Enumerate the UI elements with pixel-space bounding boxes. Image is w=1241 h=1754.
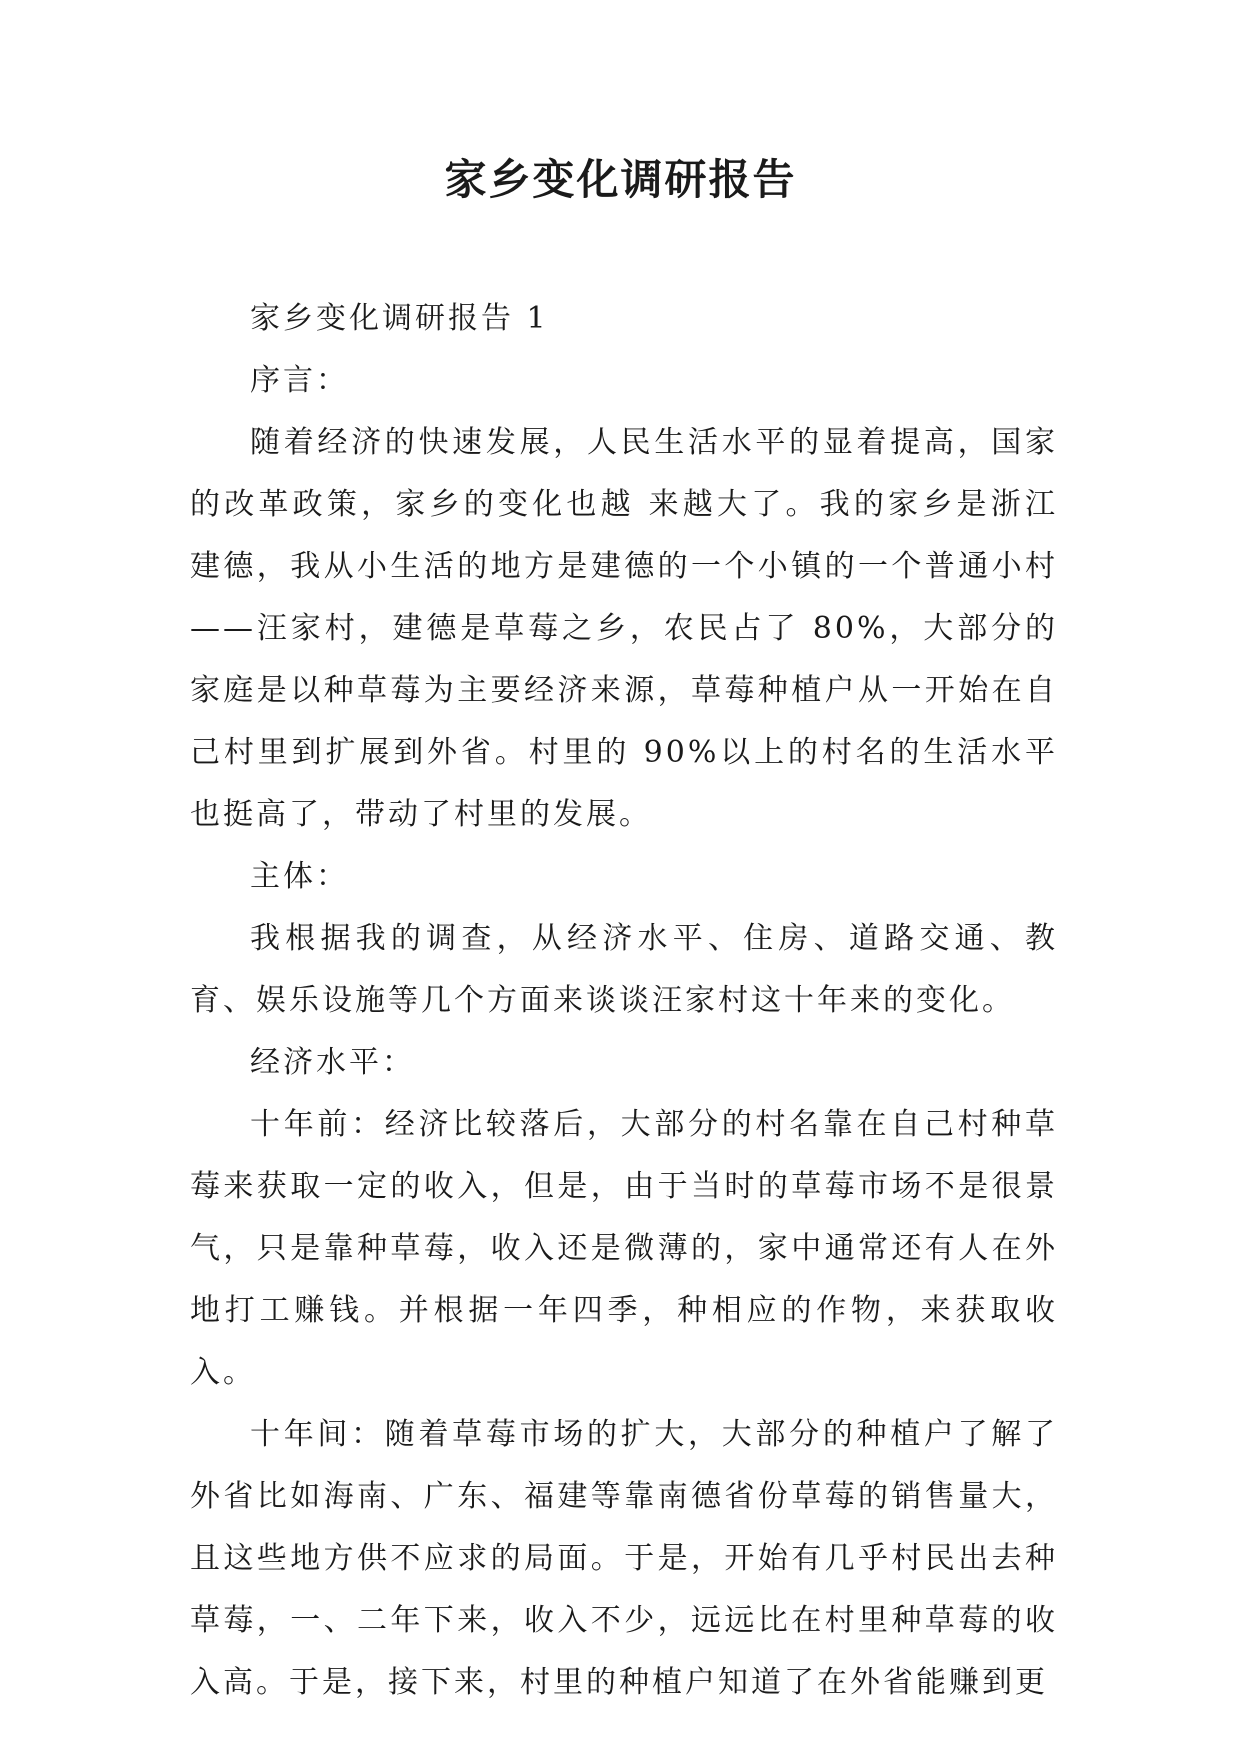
paragraph-main-intro: 我根据我的调查，从经济水平、住房、道路交通、教育、娱乐设施等几个方面来谈谈汪家村这十年来的变化。 xyxy=(190,921,1058,1018)
section-heading-economy: 经济水平： xyxy=(250,1045,415,1080)
section-heading-main: 主体： xyxy=(250,859,349,894)
section-heading-preface: 序言： xyxy=(250,363,349,398)
paragraph-ten-years-ago: 十年前：经济比较落后，大部分的村名靠在自己村种草莓来获取一定的收入，但是，由于当时的草莓市场不是很景气，只是靠种草莓，收入还是微薄的，家中通常还有人在外地打工赚钱。并根据一年四季，种相应的作物，来获取收入。 xyxy=(190,1107,1058,1390)
document-body xyxy=(190,288,1058,1714)
paragraph-ten-years-during: 十年间：随着草莓市场的扩大，大部分的种植户了解了外省比如海南、广东、福建等靠南德省份草莓的销售量大，且这些地方供不应求的局面。于是，开始有几乎村民出去种草莓，一、二年下来，收入不少，远远比在村里种草莓的收入高。于是，接下来，村里的种植户知道了在外省能赚到更 xyxy=(190,1417,1058,1700)
document-title: 家乡变化调研报告 xyxy=(444,155,797,204)
report-subtitle: 家乡变化调研报告 1 xyxy=(250,301,549,336)
paragraph-preface: 随着经济的快速发展，人民生活水平的显着提高，国家的改革政策，家乡的变化也越 来越大了。我的家乡是浙江建德，我从小生活的地方是建德的一个小镇的一个普通小村——汪家村，建德是草莓之乡，农民占了 80%，大部分的家庭是以种草莓为主要经济来源，草莓种植户从一开始在自己村里到扩展到外省。村里的 90%以上的村名的生活水平也挺高了，带动了村里的发展。 xyxy=(190,425,1058,832)
